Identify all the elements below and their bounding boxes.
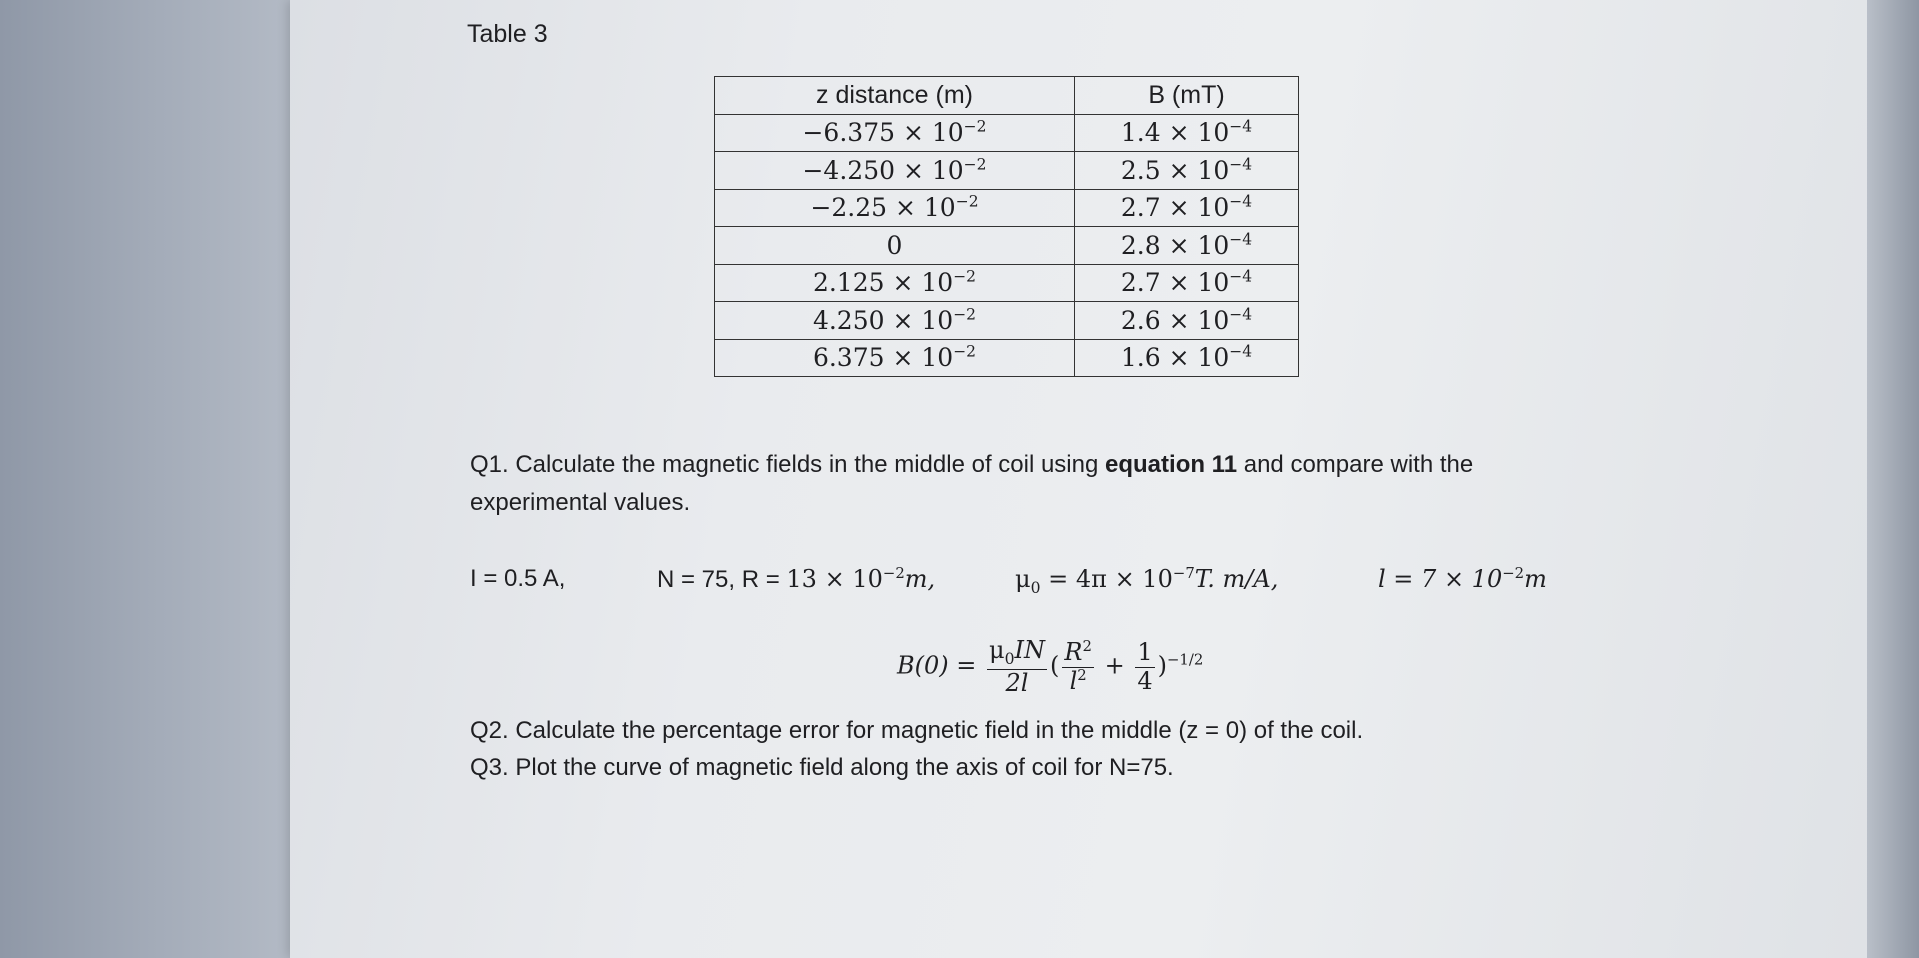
- cell-b: [1075, 264, 1299, 302]
- cell-b: [1075, 152, 1299, 190]
- cell-b: [1075, 339, 1299, 377]
- numerator-rest: IN: [1014, 636, 1046, 664]
- q1-text-start: Q1. Calculate the magnetic fields in the middle of coil using: [470, 451, 1106, 478]
- cell-z: [715, 339, 1075, 377]
- given-n-r-label: N = 75, R =: [657, 566, 787, 593]
- fraction-1-numerator: [987, 637, 1047, 670]
- plus-sign: +: [1096, 651, 1133, 680]
- fraction-3-numerator: 1: [1137, 638, 1153, 667]
- table-row: [715, 339, 1299, 377]
- given-r-value: 13 × 10: [786, 565, 883, 593]
- l-symbol: l: [1069, 666, 1078, 695]
- mu-subscript: 0: [1004, 649, 1015, 668]
- z-mantissa: −2.25 × 10: [810, 193, 956, 223]
- b-mantissa: 2.5 × 10: [1120, 155, 1230, 185]
- given-permeability: [1015, 565, 1278, 597]
- b-mantissa: 1.4 × 10: [1120, 118, 1230, 148]
- table-row: [715, 264, 1299, 302]
- table-row: [715, 227, 1299, 265]
- equation-fraction-1: [987, 637, 1047, 697]
- given-mu-exponent: −7: [1172, 564, 1195, 583]
- equation-lhs: B(0) =: [897, 651, 984, 680]
- cell-z: [715, 302, 1075, 340]
- z-exponent: −2: [963, 117, 987, 136]
- fraction-3-denominator: 4: [1137, 666, 1153, 695]
- given-mu-subscript: 0: [1030, 578, 1041, 597]
- cell-z: [715, 264, 1075, 302]
- r-exponent: 2: [1082, 637, 1092, 656]
- equation-fraction-2: [1062, 639, 1094, 695]
- equation-b0: [897, 637, 1203, 697]
- given-mu-symbol: μ: [1015, 565, 1031, 593]
- given-current: I = 0.5 A,: [470, 565, 566, 592]
- b-mantissa: 2.7 × 10: [1120, 268, 1230, 298]
- given-l-value: l = 7 × 10: [1378, 565, 1503, 593]
- q1-equation-ref: equation 11: [1105, 451, 1238, 478]
- given-mu-value: = 4π × 10: [1040, 565, 1173, 593]
- b-mantissa: 1.6 × 10: [1120, 343, 1230, 373]
- given-mu-unit: T. m/A,: [1194, 565, 1279, 593]
- given-r-unit: m,: [904, 565, 936, 593]
- z-mantissa: 2.125 × 10: [812, 268, 954, 298]
- question-2: Q2. Calculate the percentage error for magnetic field in the middle (z = 0) of the coil.: [470, 717, 1364, 744]
- desk-background-right: [1867, 0, 1919, 958]
- table-header-row: [715, 77, 1299, 115]
- b-mantissa: 2.7 × 10: [1120, 193, 1230, 223]
- q1-text-end: and compare with the: [1237, 451, 1474, 478]
- given-r-exponent: −2: [882, 564, 905, 583]
- question-3: Q3. Plot the curve of magnetic field along the axis of coil for N=75.: [470, 754, 1174, 781]
- cell-b: [1075, 302, 1299, 340]
- table-row: [715, 152, 1299, 190]
- b-exponent: −4: [1229, 192, 1253, 211]
- cell-b: [1075, 189, 1299, 227]
- z-mantissa: 6.375 × 10: [812, 343, 954, 373]
- cell-z: [715, 189, 1075, 227]
- cell-z: [715, 114, 1075, 152]
- given-turns-radius: [657, 565, 935, 594]
- mu-symbol: μ: [989, 636, 1005, 664]
- l-exponent: 2: [1077, 665, 1087, 684]
- given-l-unit: m: [1524, 565, 1547, 593]
- table-row: [715, 114, 1299, 152]
- fraction-2-numerator: [1062, 639, 1094, 668]
- header-b-field: B (mT): [1075, 77, 1299, 115]
- z-mantissa: −6.375 × 10: [802, 118, 964, 148]
- question-1-line-1: [470, 451, 1473, 479]
- header-z-distance: z distance (m): [715, 77, 1075, 115]
- b-exponent: −4: [1229, 305, 1253, 324]
- data-table: [714, 76, 1299, 377]
- z-exponent: −2: [953, 267, 977, 286]
- given-length: [1378, 565, 1547, 594]
- close-paren: ): [1157, 651, 1167, 680]
- b-exponent: −4: [1229, 342, 1253, 361]
- fraction-2-denominator: [1062, 665, 1094, 696]
- given-l-exponent: −2: [1502, 564, 1525, 583]
- cell-z: [715, 152, 1075, 190]
- fraction-1-denominator: 2l: [1005, 668, 1029, 697]
- b-exponent: −4: [1229, 267, 1253, 286]
- b-mantissa: 2.8 × 10: [1120, 230, 1230, 260]
- z-exponent: −2: [953, 342, 977, 361]
- z-exponent: −2: [955, 192, 979, 211]
- open-paren: (: [1050, 651, 1060, 680]
- z-exponent: −2: [953, 305, 977, 324]
- b-exponent: −4: [1229, 117, 1253, 136]
- b-exponent: −4: [1229, 230, 1253, 249]
- cell-b: [1075, 114, 1299, 152]
- question-1-line-2: experimental values.: [470, 489, 691, 516]
- cell-z: [715, 227, 1075, 265]
- z-mantissa: 4.250 × 10: [812, 305, 954, 335]
- equation-fraction-3: [1135, 639, 1154, 695]
- desk-background-left: [0, 0, 290, 958]
- table-title: Table 3: [467, 20, 548, 48]
- table-row: [715, 302, 1299, 340]
- outer-exponent: −1/2: [1166, 650, 1204, 669]
- z-mantissa: −4.250 × 10: [802, 155, 964, 185]
- table-row: [715, 189, 1299, 227]
- r-symbol: R: [1064, 638, 1083, 667]
- b-exponent: −4: [1229, 155, 1253, 174]
- z-exponent: −2: [963, 155, 987, 174]
- b-mantissa: 2.6 × 10: [1120, 305, 1230, 335]
- cell-b: [1075, 227, 1299, 265]
- z-mantissa: 0: [886, 230, 903, 260]
